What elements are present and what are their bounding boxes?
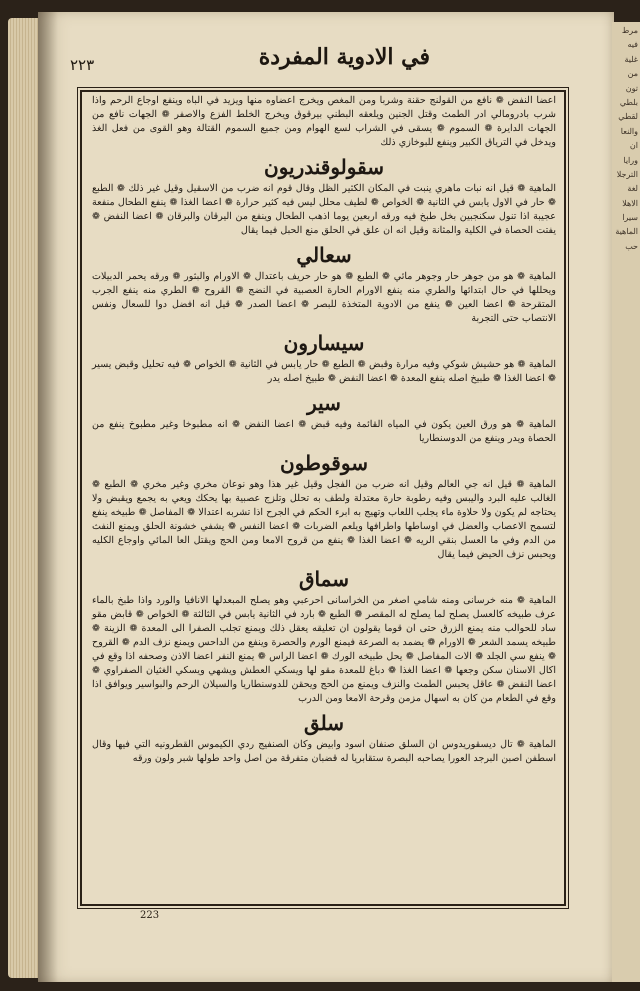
entry-heading: سير	[307, 391, 341, 415]
running-title: في الادوية المفردة	[258, 44, 430, 70]
entry-heading: سعالي	[296, 243, 352, 267]
facing-page-edge	[612, 22, 640, 982]
facing-page-line: فيه	[627, 40, 638, 50]
facing-page-line: الاهلا	[622, 198, 638, 208]
facing-page-line: والنعا	[620, 126, 638, 136]
entry-text: اعضا النفض ❁ نافع من القولنج حقنة وشربا ومن المغص ويخرج اعضاوه منها ويزيد في الباه وينفع اوجاع الرحم واذا شرب بادرومالي ادر الطمث وقتل الجنين ويلعقه البطني بيرقوق ويخرج الخلط الفزع والاصفر ❁ الجهات نافع من الجهات الدايرة ❁ السموم ❁ يسقى في الشراب لسع الهوام ومن جميع السموم القتالة وهو القوى من فعل الغذ ويدخل في الترياق الكبير وينفع للبوخازي ذلك	[92, 95, 556, 148]
entry-text: الماهية ❁ منه خرسانى ومنه شامي اصغر من الخراسانى احرعبي وهو يصلح المبعدلها الانافيا والورد واذا طبخ بالماء عرف طبيخه كالعسل يصلح لما يصلح له المقصر ❁ الطبع ❁ بارد في الثانية يابس في الثالثة ❁ الخواص ❁ قابض مقو ساد للحوالب منه يمنع الزرق حتى ان قوما يقولون ان تعليقه يعقل ذلك ويمنع تجلب الصفرا الى المعدة ❁ الزينة ❁ طبيخه يسمد الشعر ❁ الاورام ❁ يضمد به الصرعة فيمنع الورم والحصرة وينفع من الداحس ويمنع نزف الدم ❁ القروح ❁ ينفع سي الجلد ❁ الات المفاصل ❁ يحل طبيخه الورك ❁ اعضا الراس ❁ يمنع النفر اعضا الاذن وصحفه اذا وقع في اكال الاسنان سكن وجعها ❁ اعضا الغذا ❁ دباغ للمعدة مقو لها ويسكي العطش ويشهي ويسكي الغثيان الصفراوي ❁ اعضا النفض ❁ عاقل يحبس الطمث والنزف ويمنع من الحج ويحقن للدوسنطاريا والسيلان الرحم والبواسير ويوافق اذا وقع في الطعام من كان به اسهال مزمن وقرحة الامعا ومن الدرب	[92, 595, 556, 704]
entry-text: الماهية ❁ هو ورق العين يكون في المياه القائمة وفيه قبض ❁ اعضا النفض ❁ انه مطبوخا وغير مطبوخ ينفع من الحصاة ويدر وينفع من الدوسنطاريا	[92, 419, 556, 444]
facing-page-line: لغة	[627, 184, 638, 194]
entry-text: الماهية ❁ قيل انه نبات ماهري ينبت في المكان الكثير الظل وقال قوم انه ضرب من الاسقيل وقيل غير ذلك ❁ الطبع ❁ حار في الاول يابس في الثانية ❁ الخواص ❁ لطيف محلل ليس فيه كثير حرارة ❁ اعضا الغذا ❁ ينفع الطحال منفعة عجيبة اذا تنول سكنجبين بخل طبخ فيه ورقه اربعين يوما اذهب الطحال وينفع من اليرقان والبرقان ❁ اعضا النفض ❁ يفتت الحصاة في الكلية والمثانة وقيل انه ان علق في الحلق منع الحبل فيما يقال	[92, 183, 556, 236]
facing-page-line: تون	[625, 83, 638, 93]
facing-page-line: حب	[625, 241, 638, 251]
entry-heading: سقولوقندريون	[264, 155, 384, 179]
entry-heading: سماق	[299, 567, 349, 591]
entry-heading: سلق	[303, 711, 345, 735]
page-header	[70, 44, 570, 84]
page-edges	[8, 18, 42, 978]
facing-page-line: الترجلا	[616, 169, 638, 179]
entry-text: الماهية ❁ هو حشيش شوكي وفيه مرارة وقبض ❁ الطبع ❁ حار يابس في الثانية ❁ الخواص ❁ فيه تحليل وقبض يسير ❁ اعضا الغذا ❁ طبيخ اصله ينفع المعدة ❁ اعضا النفض ❁ طبيخ اصله يدر	[92, 359, 556, 384]
entry-text: الماهية ❁ هو من جوهر حار وجوهر مائي ❁ الطبع ❁ هو حار حريف باعتدال ❁ الاورام والبثور ❁ ورقه يحمر الدبيلات ويحللها في حال ابتدائها والطري منه ينفع الاورام الحارة العصبية في النضج ❁ القروح ❁ الطري منه ينفع الجرب المتقرحة ❁ اعضا العين ❁ ينفع من الادوية المتخذة للبصر ❁ اعضا الصدر ❁ قيل انه افضل دوا للسعال ونفس الانتصاب حتى التجربة	[92, 271, 556, 324]
spine-shadow	[38, 12, 58, 982]
page-number: ٢٢٣	[70, 56, 95, 74]
entry-text: الماهية ❁ قيل انه جي العالم وقيل انه ضرب من الفجل وقيل غير هذا وهو نوعان مخري وغير مخري ❁ الطبع ❁ الغالب عليه البرد واليبس وفيه رطوبة حارة معتدلة ولطف به تحلل وتلزج عصبية بها يحكك ويعي به يجمع ويقبض ولا يحتاجه لم يكون ولا حلاوة ماء يجلب اللعاب وتهيج به ابرء الحكم في الجرح اذا تشربه اعتدالا ❁ المفاصل ❁ طبيخه ينفع لتسمح الاعصاب والعضل في اوساطها واطرافها ويلعم الضربات ❁ اعضا النفس ❁ يشفي خشونة الحلق ويمنع النفث من الدم وفي ما العسل بنقي الريه ❁ اعضا الغذا ❁ ينفع من قروح الامعا ومن الحج ويقتل العا المائي واوجاع الكليه ويحبس نزف الحيض فيما يقال	[92, 479, 556, 560]
facing-page-line: بلطي	[619, 97, 638, 107]
facing-page-line: سيرا	[622, 213, 638, 223]
facing-page-line: لقطي	[618, 112, 638, 122]
facing-page-line: ورايا	[623, 155, 638, 165]
facing-page-line: الماهية	[615, 227, 638, 237]
facing-page-line: ان	[629, 141, 638, 151]
facing-page-line: من	[627, 69, 638, 79]
entry-text: الماهية ❁ تال ديسقوريدوس ان السلق صنفان اسود وابيض وكان الصنفيج ردي الكيموس القطرونيه التي فيها وقال اسطفن اصبن البرجد العورا يصاحبه البصرة ستقابريا له قضبان متفرقة من اصل واحد طولها شبر ولون ورقه	[92, 739, 556, 764]
facing-page-line: مرط	[621, 26, 638, 35]
entry-heading: سيسارون	[283, 331, 365, 355]
facing-page-line: غلية	[624, 54, 638, 64]
text-block	[88, 94, 560, 902]
entry-heading: سوقوطون	[280, 451, 368, 475]
signature-number: 223	[140, 910, 160, 921]
